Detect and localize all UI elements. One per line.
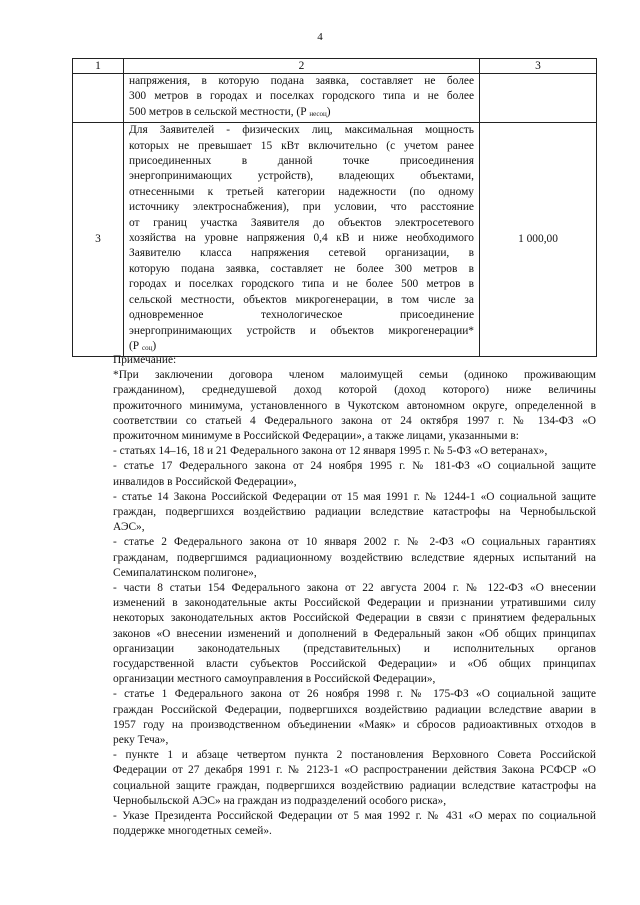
note-line: реку Теча», <box>113 734 169 747</box>
note-line: *При заключении договора членом малоимущей семьи (одиноко проживающим <box>113 369 596 382</box>
table-row <box>73 123 597 357</box>
note-line: государственной власти субъектов Российской Федерации» и «Об общих принципах <box>113 658 596 671</box>
text-line: (Р соц) <box>129 339 157 352</box>
text-line: присоединенных в данной точке присоединения <box>129 155 474 168</box>
note-line: - части 8 статьи 154 Федерального закона от 22 августа 2004 г. № 122-ФЗ «О внесении <box>113 582 596 595</box>
text-line: 300 метров в городах и поселках городского типа и не более <box>129 90 474 103</box>
text-line: которых не превышает 15 кВт включительно (с учетом ранее <box>129 139 474 152</box>
text-line: 500 метров в сельской местности, (Р несоц) <box>129 105 331 118</box>
row-number-cell: 3 <box>73 123 124 357</box>
note-line: Федерации от 27 декабря 1991 г. № 2123-1 «О распространении действия Закона РСФСР «О <box>113 764 596 777</box>
note-line: - статье 14 Закона Российской Федерации от 15 мая 1991 г. № 1244-1 «О социальной защите <box>113 490 596 503</box>
table-header-cell: 1 <box>73 59 124 74</box>
note-line: - статье 2 Федерального закона от 10 января 2002 г. № 2-ФЗ «О социальных гарантиях <box>113 536 596 549</box>
note-line: - Указе Президента Российской Федерации от 5 мая 1992 г. № 431 «О мерах по социальной <box>113 810 596 823</box>
row-description-cell <box>124 123 480 357</box>
note-line: поддержке многодетных семей». <box>113 825 272 838</box>
text-line: Заявителю класса напряжения сетевой организации, в <box>129 247 474 260</box>
row-price-cell: 1 000,00 <box>480 123 597 357</box>
note-line: гражданином), среднедушевой доход которой (доход которого) ниже величины <box>113 384 596 397</box>
table-row <box>73 74 597 123</box>
note-heading: Примечание: <box>113 354 177 366</box>
note-line: Чернобыльской АЭС» на граждан из подразделений особого риска», <box>113 794 447 807</box>
text-line: городах и поселках городского типа и не более 500 метров в <box>129 278 474 291</box>
note-line: социальной защите граждан, подвергшихся воздействию радиации вследствие катастрофы на <box>113 779 596 792</box>
note-line: - статье 17 Федерального закона от 24 ноября 1995 г. № 181-ФЗ «О социальной защите <box>113 460 596 473</box>
row-price-cell <box>480 74 597 123</box>
note-line: - статье 1 Федерального закона от 26 ноября 1998 г. № 175-ФЗ «О социальной защите <box>113 688 596 701</box>
note-section <box>113 353 596 840</box>
note-line: инвалидов в Российской Федерации», <box>113 475 297 488</box>
note-line: организации законодательных (представительных) и исполнительных органов <box>113 642 596 655</box>
note-line: 1957 году на производственном объединении «Маяк» и сбросов радиоактивных отходов в <box>113 718 596 731</box>
text-line: сельской местности, объектов микрогенерации, в том числе за <box>129 293 474 306</box>
note-line: гражданам, подвергшимся радиационному воздействию вследствие ядерных испытаний на <box>113 551 596 564</box>
table-header-cell: 2 <box>124 59 480 74</box>
page-number: 4 <box>317 31 323 43</box>
note-line: АЭС», <box>113 521 145 534</box>
text-line: отнесенными к третьей категории надежности (по одному <box>129 185 474 198</box>
note-line: граждан, подвергшихся воздействию радиации вследствие катастрофы на Чернобыльской <box>113 506 596 519</box>
text-line: энергопринимающих устройств и объектов микрогенерации* <box>129 324 474 337</box>
note-line: граждан Российской Федерации, подвергшихся воздействию радиации вследствие аварии в <box>113 703 596 716</box>
note-line: - пункте 1 и абзаце четвертом пункта 2 постановления Верховного Совета Российской <box>113 749 596 762</box>
text-line: источнику электроснабжения), при условии, что расстояние <box>129 201 474 214</box>
note-line: соответствии со статьей 4 Федерального закона от 24 октября 1997 г. № 134-ФЗ «О <box>113 414 596 427</box>
note-line: - статьях 14–16, 18 и 21 Федерального закона от 12 января 1995 г. № 5-ФЗ «О ветеранах», <box>113 445 548 458</box>
tariff-table <box>72 58 597 357</box>
note-line: изменений в законодательные акты Российской Федерации и признании утратившими силу <box>113 597 596 610</box>
text-line: энергопринимающих устройств), владеющих объектами, <box>129 170 474 183</box>
text-line: от границ участка Заявителя до объектов электросетевого <box>129 216 474 229</box>
row-number-cell <box>73 74 124 123</box>
note-line: организации местного самоуправления в Российской Федерации», <box>113 673 436 686</box>
note-line: прожиточном минимуме в Российской Федерации», а также лицами, указанными в: <box>113 430 519 443</box>
note-line: Семипалатинском полигоне», <box>113 566 257 579</box>
row-description-cell <box>124 74 480 123</box>
table-header-cell: 3 <box>480 59 597 74</box>
text-line: напряжения, в которую подана заявка, составляет не более <box>129 75 474 87</box>
note-line: некоторых законодательных актов Российской Федерации в связи с принятием федеральных <box>113 612 596 625</box>
text-line: которую подана заявка, составляет не более 300 метров в <box>129 262 474 275</box>
table-header-row <box>73 59 597 74</box>
text-line: Для Заявителей - физических лиц, максимальная мощность <box>129 124 474 137</box>
text-line: одновременное технологическое присоединение <box>129 309 474 322</box>
text-line: хозяйства на уровне напряжения 0,4 кВ и ниже необходимого <box>129 232 474 245</box>
note-line: законов «О внесении изменений и дополнений в Федеральный закон «Об общих принципах <box>113 627 596 640</box>
note-line: прожиточного минимума, установленного в Чукотском автономном округе, определенной в <box>113 399 596 412</box>
